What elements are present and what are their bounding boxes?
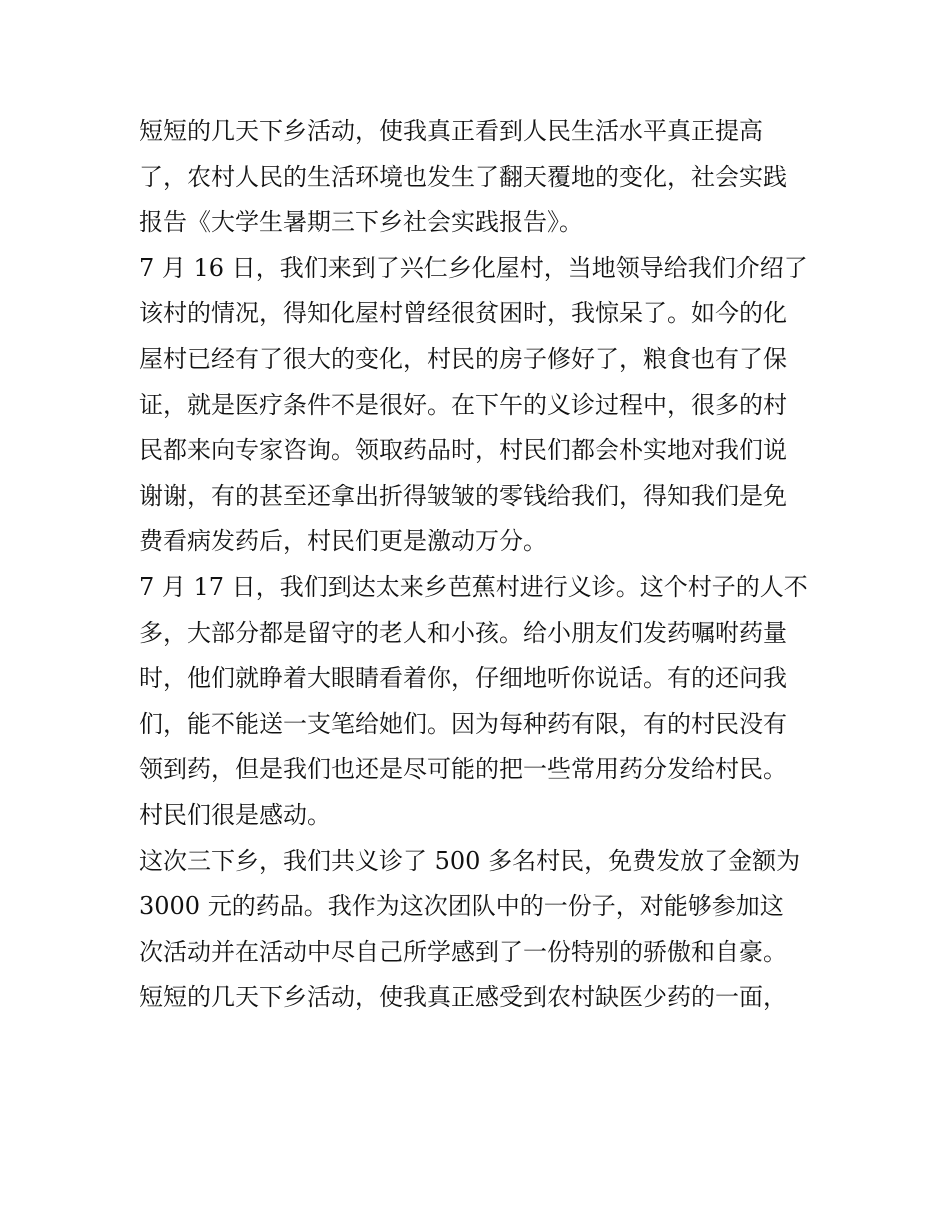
text-line: 次活动并在活动中尽自己所学感到了一份特别的骄傲和自豪。 (139, 937, 787, 966)
text-line: 该村的情况，得知化屋村曾经很贫困时，我惊呆了。如今的化 (139, 299, 787, 328)
text-line: 3000 元的药品。我作为这次团队中的一份子，对能够参加这 (139, 892, 784, 921)
text-line: 们，能不能送一支笔给她们。因为每种药有限，有的村民没有 (139, 709, 787, 738)
text-line: 费看病发药后，村民们更是激动万分。 (139, 527, 547, 556)
text-line: 了，农村人民的生活环境也发生了翻天覆地的变化，社会实践 (139, 162, 787, 191)
text-line: 谢谢，有的甚至还拿出折得皱皱的零钱给我们，得知我们是免 (139, 481, 787, 510)
text-line: 领到药，但是我们也还是尽可能的把一些常用药分发给村民。 (139, 755, 787, 784)
text-line: 时，他们就睁着大眼睛看着你，仔细地听你说话。有的还问我 (139, 664, 787, 693)
text-line: 报告《大学生暑期三下乡社会实践报告》。 (139, 208, 583, 237)
document-body (139, 109, 819, 1021)
text-line: 村民们很是感动。 (139, 800, 331, 829)
text-line: 7 月 17 日，我们到达太来乡芭蕉村进行义诊。这个村子的人不 (139, 572, 808, 601)
text-line: 短短的几天下乡活动，使我真正看到人民生活水平真正提高 (139, 117, 763, 145)
text-line: 多，大部分都是留守的老人和小孩。给小朋友们发药嘱咐药量 (139, 618, 787, 647)
text-line: 证，就是医疗条件不是很好。在下午的义诊过程中，很多的村 (139, 390, 787, 419)
text-line: 短短的几天下乡活动，使我真正感受到农村缺医少药的一面， (139, 983, 787, 1012)
text-line: 民都来向专家咨询。领取药品时，村民们都会朴实地对我们说 (139, 436, 787, 465)
text-line: 这次三下乡，我们共义诊了 500 多名村民，免费发放了金额为 (139, 846, 801, 875)
text-line: 7 月 16 日，我们来到了兴仁乡化屋村，当地领导给我们介绍了 (139, 253, 808, 282)
text-line: 屋村已经有了很大的变化，村民的房子修好了，粮食也有了保 (139, 344, 787, 373)
